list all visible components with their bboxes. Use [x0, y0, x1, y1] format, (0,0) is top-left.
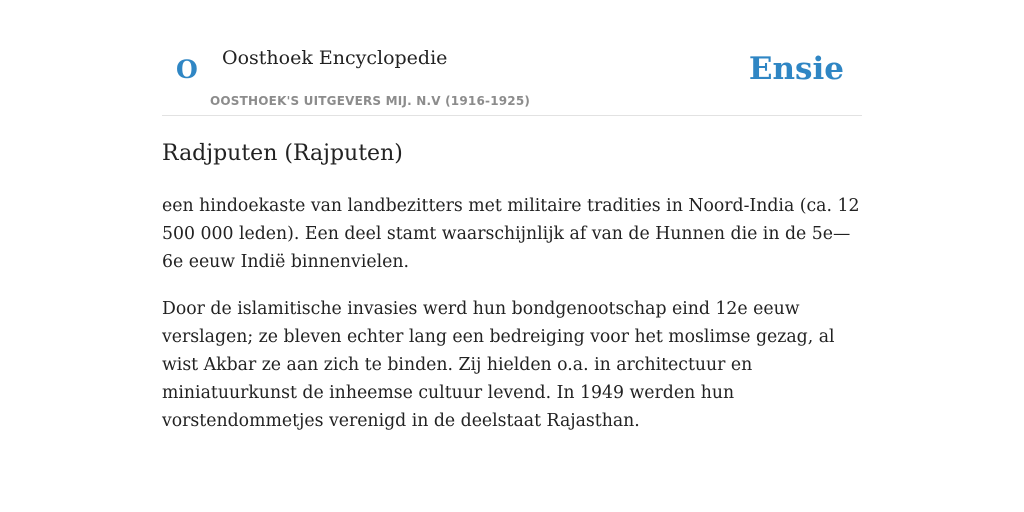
article-title: Radjputen (Rajputen) — [162, 141, 403, 166]
article-paragraph: een hindoekaste van landbezitters met militaire tradities in Noord-India (ca. 12 500 000 leden). Een deel stamt waarschijnlijk af van de Hunnen die in de 5e—6e eeuw Indië binnenvielen. — [162, 196, 860, 272]
site-logo[interactable]: O — [176, 55, 198, 84]
site-title[interactable]: Oosthoek Encyclopedie — [222, 47, 448, 69]
site-header — [162, 0, 862, 116]
article-paragraph: Door de islamitische invasies werd hun bondgenootschap eind 12e eeuw verslagen; ze bleven echter lang een bedreiging voor het moslimse gezag, al wist Akbar ze aan zich te binden. Zij hielden o.a. in architectuur en miniatuurkunst de inheemse cultuur levend. In 1949 werden hun vorstendommetjes verenigd in de deelstaat Rajasthan. — [162, 299, 835, 431]
brand-logo-link[interactable]: Ensie — [748, 51, 844, 87]
article — [162, 138, 862, 435]
publisher-label: OOSTHOEK'S UITGEVERS MIJ. N.V (1916-1925) — [210, 94, 531, 108]
